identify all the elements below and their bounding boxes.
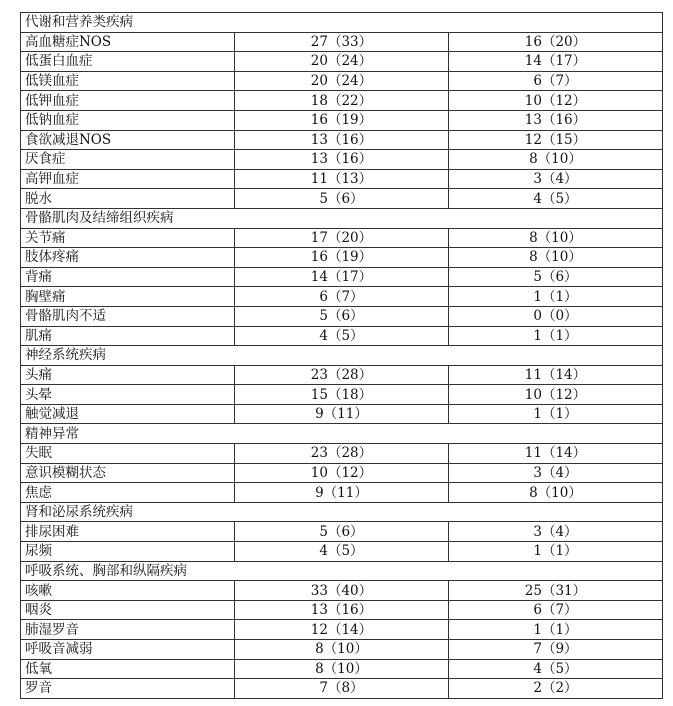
section-title: 肾和泌尿系统疾病 xyxy=(21,502,663,522)
table-row xyxy=(21,169,663,189)
group-b-value-cell: 3（4） xyxy=(448,169,662,189)
event-name-cell: 背痛 xyxy=(21,267,235,287)
event-name-cell: 骨骼肌肉不适 xyxy=(21,306,235,326)
event-name-cell: 低镁血症 xyxy=(21,71,235,91)
table-row xyxy=(21,463,663,483)
group-a-value-cell: 9（11） xyxy=(234,404,448,424)
group-b-value-cell: 1（1） xyxy=(448,287,662,307)
section-header-row xyxy=(21,424,663,444)
group-b-value-cell: 16（20） xyxy=(448,32,662,52)
group-b-value-cell: 11（14） xyxy=(448,365,662,385)
table-row xyxy=(21,228,663,248)
table-row xyxy=(21,110,663,130)
group-a-value-cell: 5（6） xyxy=(234,306,448,326)
group-a-value-cell: 12（14） xyxy=(234,620,448,640)
group-a-value-cell: 14（17） xyxy=(234,267,448,287)
section-title: 呼吸系统、胸部和纵隔疾病 xyxy=(21,561,663,581)
group-b-value-cell: 6（7） xyxy=(448,71,662,91)
table-row xyxy=(21,659,663,679)
table-row xyxy=(21,71,663,91)
table-row xyxy=(21,404,663,424)
table-row xyxy=(21,267,663,287)
group-a-value-cell: 5（6） xyxy=(234,522,448,542)
table-row xyxy=(21,189,663,209)
table-row xyxy=(21,248,663,268)
group-a-value-cell: 8（10） xyxy=(234,640,448,660)
event-name-cell: 咽炎 xyxy=(21,600,235,620)
group-b-value-cell: 6（7） xyxy=(448,600,662,620)
group-b-value-cell: 1（1） xyxy=(448,404,662,424)
group-a-value-cell: 7（8） xyxy=(234,679,448,699)
event-name-cell: 厌食症 xyxy=(21,150,235,170)
group-a-value-cell: 10（12） xyxy=(234,463,448,483)
group-a-value-cell: 4（5） xyxy=(234,542,448,562)
event-name-cell: 脱水 xyxy=(21,189,235,209)
section-title: 骨骼肌肉及结缔组织疾病 xyxy=(21,208,663,228)
event-name-cell: 高钾血症 xyxy=(21,169,235,189)
event-name-cell: 触觉减退 xyxy=(21,404,235,424)
section-header-row xyxy=(21,13,663,33)
group-a-value-cell: 33（40） xyxy=(234,581,448,601)
group-b-value-cell: 12（15） xyxy=(448,130,662,150)
group-b-value-cell: 2（2） xyxy=(448,679,662,699)
event-name-cell: 排尿困难 xyxy=(21,522,235,542)
event-name-cell: 失眠 xyxy=(21,444,235,464)
group-b-value-cell: 1（1） xyxy=(448,620,662,640)
group-b-value-cell: 8（10） xyxy=(448,228,662,248)
group-a-value-cell: 20（24） xyxy=(234,71,448,91)
group-a-value-cell: 6（7） xyxy=(234,287,448,307)
group-a-value-cell: 8（10） xyxy=(234,659,448,679)
event-name-cell: 罗音 xyxy=(21,679,235,699)
event-name-cell: 头痛 xyxy=(21,365,235,385)
table-row xyxy=(21,679,663,699)
group-b-value-cell: 25（31） xyxy=(448,581,662,601)
table-row xyxy=(21,287,663,307)
section-header-row xyxy=(21,502,663,522)
group-b-value-cell: 1（1） xyxy=(448,326,662,346)
event-name-cell: 意识模糊状态 xyxy=(21,463,235,483)
table-row xyxy=(21,365,663,385)
group-b-value-cell: 14（17） xyxy=(448,52,662,72)
table-row xyxy=(21,483,663,503)
group-b-value-cell: 3（4） xyxy=(448,522,662,542)
table-row xyxy=(21,620,663,640)
section-title: 代谢和营养类疾病 xyxy=(21,13,663,33)
group-b-value-cell: 8（10） xyxy=(448,483,662,503)
event-name-cell: 肢体疼痛 xyxy=(21,248,235,268)
table-row xyxy=(21,444,663,464)
section-header-row xyxy=(21,208,663,228)
group-a-value-cell: 20（24） xyxy=(234,52,448,72)
table-row xyxy=(21,52,663,72)
group-b-value-cell: 4（5） xyxy=(448,659,662,679)
event-name-cell: 头晕 xyxy=(21,385,235,405)
event-name-cell: 焦虑 xyxy=(21,483,235,503)
event-name-cell: 低钾血症 xyxy=(21,91,235,111)
event-name-cell: 食欲减退NOS xyxy=(21,130,235,150)
event-name-cell: 高血糖症NOS xyxy=(21,32,235,52)
table-body xyxy=(21,13,663,699)
group-a-value-cell: 23（28） xyxy=(234,365,448,385)
group-b-value-cell: 13（16） xyxy=(448,110,662,130)
group-b-value-cell: 11（14） xyxy=(448,444,662,464)
group-a-value-cell: 16（19） xyxy=(234,110,448,130)
section-title: 神经系统疾病 xyxy=(21,346,663,366)
group-a-value-cell: 27（33） xyxy=(234,32,448,52)
group-b-value-cell: 1（1） xyxy=(448,542,662,562)
table-row xyxy=(21,306,663,326)
section-header-row xyxy=(21,346,663,366)
table-row xyxy=(21,600,663,620)
group-a-value-cell: 13（16） xyxy=(234,150,448,170)
event-name-cell: 肌痛 xyxy=(21,326,235,346)
group-a-value-cell: 4（5） xyxy=(234,326,448,346)
event-name-cell: 呼吸音减弱 xyxy=(21,640,235,660)
group-b-value-cell: 0（0） xyxy=(448,306,662,326)
table-row xyxy=(21,32,663,52)
table-row xyxy=(21,640,663,660)
group-a-value-cell: 11（13） xyxy=(234,169,448,189)
group-a-value-cell: 16（19） xyxy=(234,248,448,268)
group-b-value-cell: 5（6） xyxy=(448,267,662,287)
group-a-value-cell: 17（20） xyxy=(234,228,448,248)
group-a-value-cell: 13（16） xyxy=(234,600,448,620)
table-row xyxy=(21,150,663,170)
section-header-row xyxy=(21,561,663,581)
group-a-value-cell: 23（28） xyxy=(234,444,448,464)
group-a-value-cell: 18（22） xyxy=(234,91,448,111)
table-row xyxy=(21,385,663,405)
event-name-cell: 低氧 xyxy=(21,659,235,679)
table-row xyxy=(21,581,663,601)
event-name-cell: 低钠血症 xyxy=(21,110,235,130)
event-name-cell: 咳嗽 xyxy=(21,581,235,601)
section-title: 精神异常 xyxy=(21,424,663,444)
event-name-cell: 尿频 xyxy=(21,542,235,562)
table-row xyxy=(21,522,663,542)
group-a-value-cell: 13（16） xyxy=(234,130,448,150)
table-row xyxy=(21,91,663,111)
table-row xyxy=(21,542,663,562)
event-name-cell: 胸壁痛 xyxy=(21,287,235,307)
group-b-value-cell: 3（4） xyxy=(448,463,662,483)
table-row xyxy=(21,326,663,346)
group-b-value-cell: 10（12） xyxy=(448,91,662,111)
event-name-cell: 肺湿罗音 xyxy=(21,620,235,640)
group-a-value-cell: 15（18） xyxy=(234,385,448,405)
group-b-value-cell: 8（10） xyxy=(448,248,662,268)
adverse-events-table xyxy=(20,12,663,699)
group-b-value-cell: 4（5） xyxy=(448,189,662,209)
group-b-value-cell: 8（10） xyxy=(448,150,662,170)
event-name-cell: 低蛋白血症 xyxy=(21,52,235,72)
table-row xyxy=(21,130,663,150)
group-b-value-cell: 7（9） xyxy=(448,640,662,660)
group-a-value-cell: 9（11） xyxy=(234,483,448,503)
group-b-value-cell: 10（12） xyxy=(448,385,662,405)
event-name-cell: 关节痛 xyxy=(21,228,235,248)
group-a-value-cell: 5（6） xyxy=(234,189,448,209)
